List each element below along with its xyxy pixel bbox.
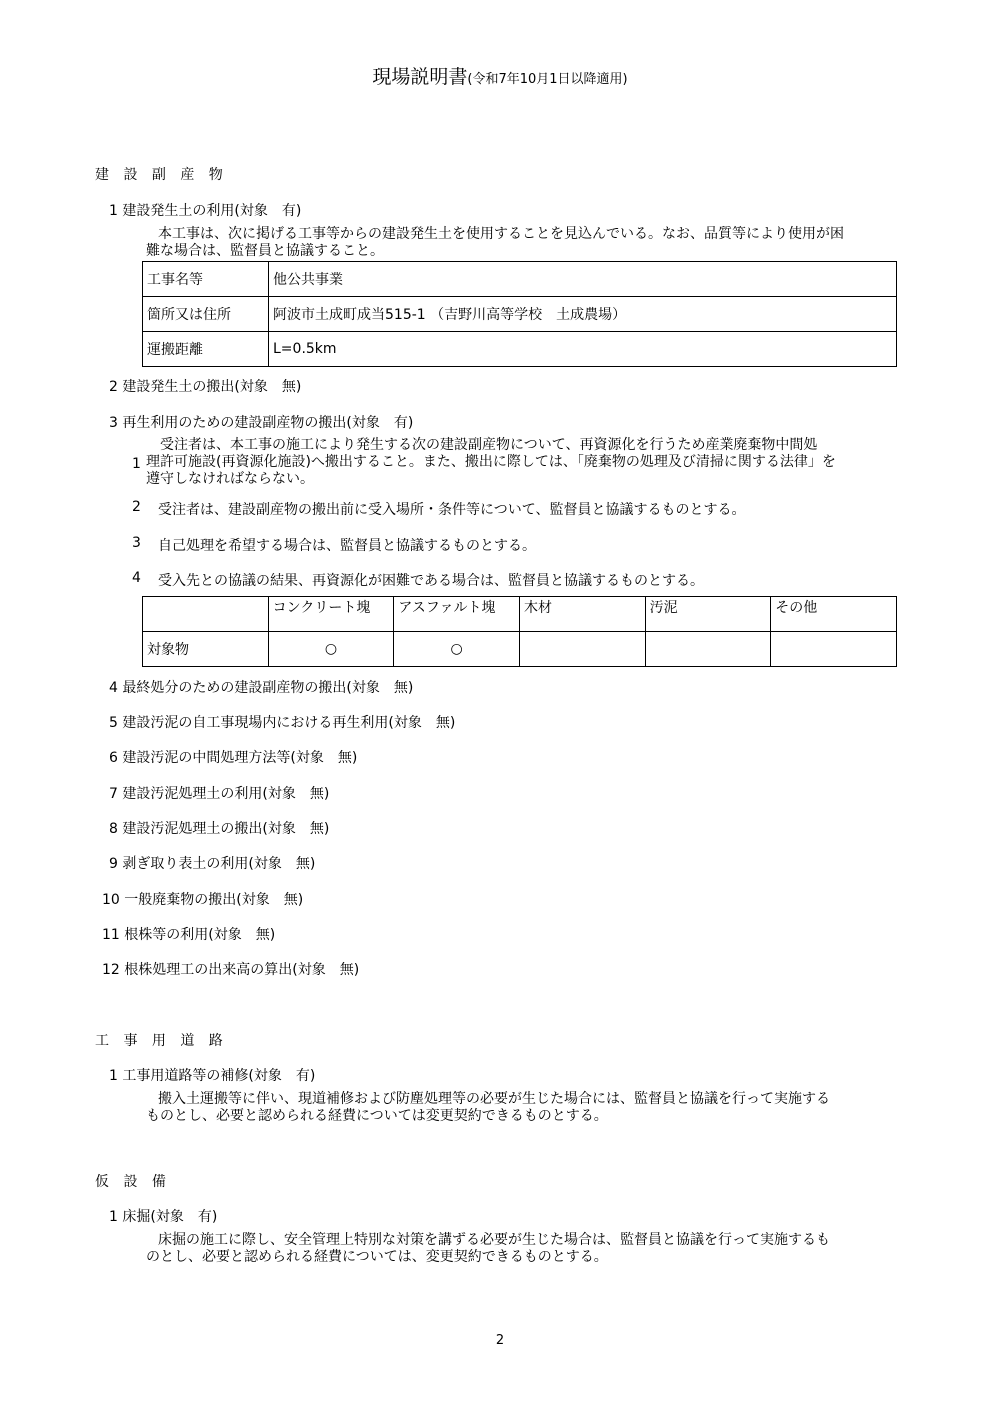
table-cell-mark: ○	[394, 632, 520, 667]
item-4-label: 4 最終処分のための建設副産物の搬出(対象 無)	[109, 680, 414, 696]
table-cell-value: 阿波市土成町成当515-1 （吉野川高等学校 土成農場）	[269, 297, 897, 332]
temp-item-1-paragraph	[146, 1232, 830, 1266]
table-cell-value: L=0.5km	[269, 332, 897, 367]
road-item-1-label: 1 工事用道路等の補修(対象 有)	[109, 1068, 316, 1084]
soil-source-table	[142, 261, 897, 367]
paragraph-line: 難な場合は、監督員と協議すること。	[146, 243, 384, 259]
paragraph-line: ものとし、必要と認められる経費については変更契約できるものとする。	[146, 1108, 608, 1124]
subitem-2-text: 受注者は、建設副産物の搬出前に受入場所・条件等について、監督員と協議するものとする。	[158, 502, 746, 518]
paragraph-line: 本工事は、次に掲げる工事等からの建設発生土を使用することを見込んでいる。なお、品質等により使用が困	[158, 226, 844, 242]
table-header-cell: アスファルト塊	[394, 597, 520, 632]
paragraph-line: 搬入土運搬等に伴い、現道補修および防塵処理等の必要が生じた場合には、監督員と協議を行って実施する	[158, 1091, 830, 1107]
table-cell-mark	[519, 632, 645, 667]
item-10-label: 10 一般廃棄物の搬出(対象 無)	[102, 892, 304, 908]
title-main: 現場説明書	[372, 66, 468, 88]
item-9-label: 9 剥ぎ取り表土の利用(対象 無)	[109, 856, 316, 872]
table-cell-label: 工事名等	[143, 262, 269, 297]
item-8-label: 8 建設汚泥処理土の搬出(対象 無)	[109, 821, 330, 837]
table-cell-value: 他公共事業	[269, 262, 897, 297]
paragraph-line: 理許可施設(再資源化施設)へ搬出すること。また、搬出に際しては、「廃棄物の処理及び清掃に関する法律」を	[146, 454, 836, 470]
table-row	[143, 297, 897, 332]
item-11-label: 11 根株等の利用(対象 無)	[102, 927, 276, 943]
item-7-label: 7 建設汚泥処理土の利用(対象 無)	[109, 786, 330, 802]
table-cell-label: 箇所又は住所	[143, 297, 269, 332]
item-1-paragraph	[146, 226, 844, 260]
table-header-cell: コンクリート塊	[268, 597, 394, 632]
table-header-cell: 汚泥	[645, 597, 771, 632]
subitem-number: 4	[132, 570, 141, 586]
item-5-label: 5 建設汚泥の自工事現場内における再生利用(対象 無)	[109, 715, 456, 731]
section-heading-construction-road: 工 事 用 道 路	[95, 1033, 228, 1049]
subitem-number: 3	[132, 535, 141, 551]
title-subtitle: (令和7年10月1日以降適用)	[467, 72, 628, 87]
subitem-3-text: 自己処理を希望する場合は、監督員と協議するものとする。	[158, 538, 536, 554]
paragraph-line: 床掘の施工に際し、安全管理上特別な対策を講ずる必要が生じた場合は、監督員と協議を行って実施するも	[158, 1232, 830, 1248]
table-header-cell: その他	[771, 597, 897, 632]
item-12-label: 12 根株処理工の出来高の算出(対象 無)	[102, 962, 360, 978]
section-heading-byproducts: 建 設 副 産 物	[95, 167, 228, 183]
subitem-1-paragraph	[146, 437, 836, 488]
paragraph-line: 受注者は、本工事の施工により発生する次の建設副産物について、再資源化を行うため産業廃棄物中間処	[146, 437, 818, 453]
item-3-label: 3 再生利用のための建設副産物の搬出(対象 有)	[109, 415, 414, 431]
table-row	[143, 332, 897, 367]
table-header-cell: 木材	[519, 597, 645, 632]
table-row	[143, 632, 897, 667]
table-row	[143, 262, 897, 297]
table-cell-mark: ○	[268, 632, 394, 667]
item-2-label: 2 建設発生土の搬出(対象 無)	[109, 379, 302, 395]
item-1-label: 1 建設発生土の利用(対象 有)	[109, 203, 302, 219]
table-cell-mark	[771, 632, 897, 667]
subitem-4-text: 受入先との協議の結果、再資源化が困難である場合は、監督員と協議するものとする。	[158, 573, 704, 589]
paragraph-line: 遵守しなければならない。	[146, 471, 314, 487]
paragraph-line: のとし、必要と認められる経費については、変更契約できるものとする。	[146, 1249, 608, 1265]
table-cell-mark	[645, 632, 771, 667]
table-header-row	[143, 597, 897, 632]
table-cell-label: 運搬距離	[143, 332, 269, 367]
table-header-cell	[143, 597, 269, 632]
temp-item-1-label: 1 床掘(対象 有)	[109, 1209, 218, 1225]
item-6-label: 6 建設汚泥の中間処理方法等(対象 無)	[109, 750, 358, 766]
materials-table	[142, 596, 897, 667]
subitem-number: 1	[132, 456, 141, 472]
section-heading-temporary-facilities: 仮 設 備	[95, 1174, 171, 1190]
page-number: 2	[495, 1333, 505, 1348]
table-cell-label: 対象物	[143, 632, 269, 667]
document-title	[0, 62, 1000, 89]
road-item-1-paragraph	[146, 1091, 830, 1125]
subitem-number: 2	[132, 499, 141, 515]
